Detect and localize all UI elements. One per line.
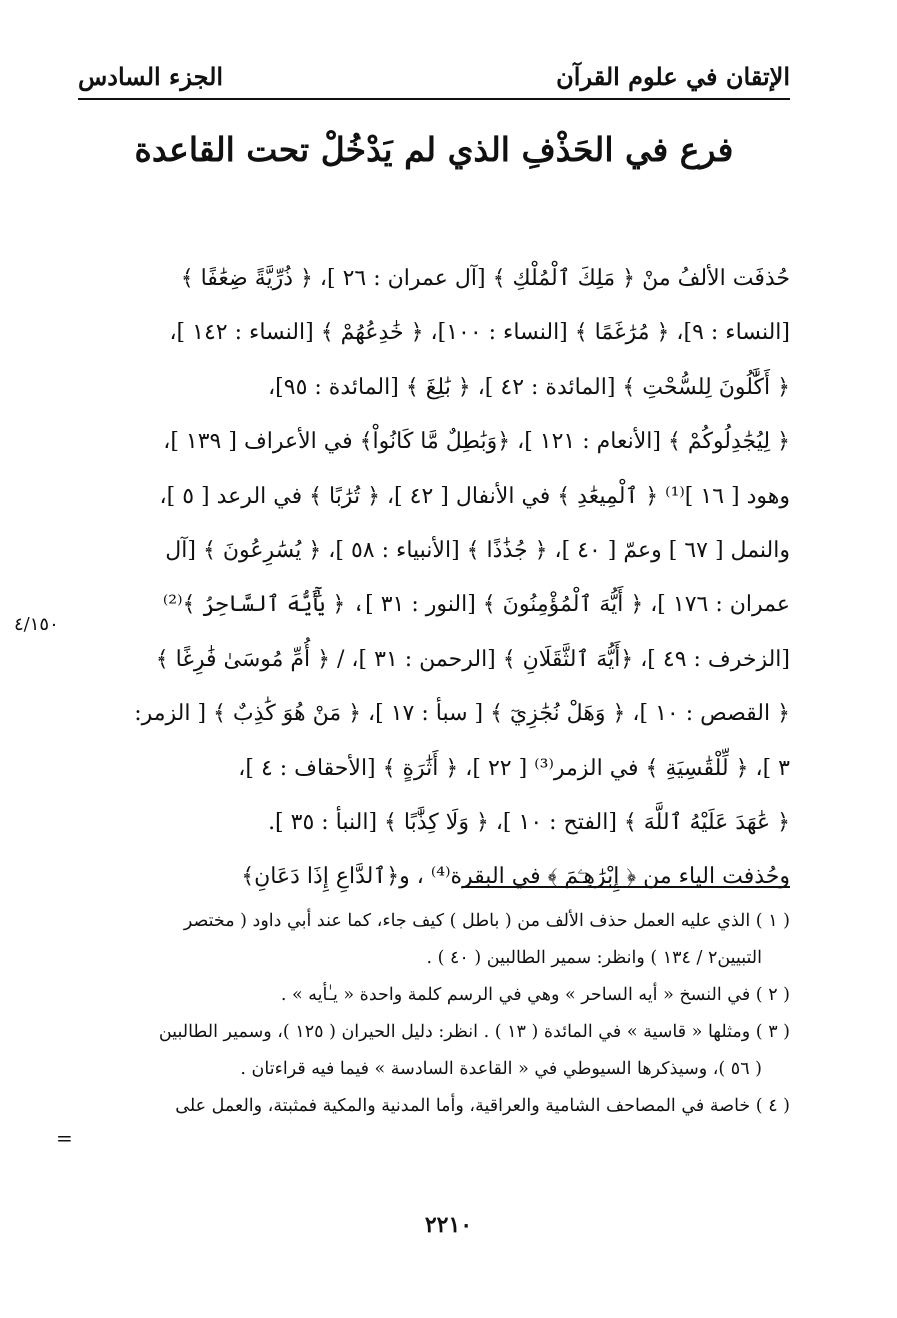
- body-line: والنمل [ ٦٧ ] وعمّ [ ٤٠ ]، ﴿ جُذَٰذًا ﴾ [الأنبياء : ٥٨ ]، ﴿ يُسَٰرِعُونَ ﴾ [آل: [165, 537, 790, 563]
- body-line: حُذفَت الألفُ منْ ﴿ مَلِكَ ٱلْمُلْكِ ﴾ [آل عمران : ٢٦ ]، ﴿ ذُرِّيَّةً ضِعَٰفًا ﴾: [180, 266, 790, 291]
- body-line: [الزخرف : ٤٩ ]، ﴿أَيُّهَ ٱلثَّقَلَانِ ﴾ [الرحمن : ٣١ ]، / ﴿ أُمِّ مُوسَىٰ فَٰرِغًا ﴾: [155, 646, 790, 672]
- footnote-line: ( ٥٦ )، وسيذكرها السيوطي في « القاعدة السادسة » فيما فيه قراءتان .: [240, 1059, 762, 1079]
- body-line: [النساء : ٩]، ﴿ مُرَٰغَمًا ﴾ [النساء : ١٠٠]، ﴿ خَٰدِعُهُمْ ﴾ [النساء : ١٤٢ ]،: [169, 320, 790, 346]
- footnote-line: ( ١ ) الذي عليه العمل حذف الألف من ( باطل ) كيف جاء، كما عند أبي داود ( مختصر: [183, 911, 790, 931]
- footnote-line: ( ٤ ) خاصة في المصاحف الشامية والعراقية، وأما المدنية والمكية فمثبتة، والعمل على: [175, 1096, 790, 1116]
- part-label: الجزء السادس: [78, 62, 224, 91]
- body-line: عمران : ١٧٦ ]، ﴿ أَيُّهَ ٱلْمُؤْمِنُونَ ﴾ [النور : ٣١ ]، ﴿ يَٰٓأَيُّهَ ٱلسَّاحِرُ ﴾⁽²⁾: [162, 592, 790, 618]
- body-line: ﴿ لِيُجَٰدِلُوكُمْ ﴾ [الأنعام : ١٢١ ]، ﴿وَبَٰطِلٌ مَّا كَانُواْ﴾ في الأعراف [ ١٣٩ ]،: [163, 429, 790, 455]
- body-line: ﴿ عَٰهَدَ عَلَيْهُ ٱللَّهَ ﴾ [الفتح : ١٠ ]، ﴿ وَلَا كِذَّٰبًا ﴾ [النبأ : ٣٥ ].: [268, 809, 790, 835]
- page-number: ٢٢١٠: [424, 1212, 473, 1238]
- book-title: الإتقان في علوم القرآن: [556, 62, 790, 91]
- header-rule: [78, 98, 790, 100]
- body-line: ﴿ أَكَّٰلُونَ لِلسُّحْتِ ﴾ [المائدة : ٤٢ ]، ﴿ بَٰلِغَ ﴾ [المائدة : ٩٥]،: [268, 374, 790, 400]
- continuation-mark: =: [56, 1126, 73, 1150]
- running-header: [78, 58, 790, 98]
- body-line: ﴿ القصص : ١٠ ]، ﴿ وَهَلْ نُجَٰزِيٓ ﴾ [ سبأ : ١٧ ]، ﴿ مَنْ هُوَ كَٰذِبٌ ﴾ [ الزمر:: [134, 701, 790, 727]
- margin-note: ٤/١٥٠: [14, 614, 59, 635]
- body-text: [78, 252, 790, 905]
- footnote-line: ( ٢ ) في النسخ « أيه الساحر » وهي في الرسم كلمة واحدة « يـٰأيه » .: [280, 985, 790, 1005]
- footnote-line: التبيين٢ / ١٣٤ ) وانظر: سمير الطالبين ( ٤٠ ) .: [426, 948, 762, 968]
- footnote-rule: [462, 886, 790, 888]
- footnote-line: ( ٣ ) ومثلها « قاسية » في المائدة ( ١٣ ) . انظر: دليل الحيران ( ١٢٥ )، وسمير الطالبين: [158, 1022, 790, 1042]
- body-line: وهود [ ١٦ ]⁽¹⁾ ﴿ ٱلْمِيعَٰدِ ﴾ في الأنفال [ ٤٢ ]، ﴿ تُرَٰبًا ﴾ في الرعد [ ٥ ]،: [159, 483, 790, 509]
- section-title: فرع في الحَذْفِ الذي لم يَدْخُلْ تحت القاعدة: [134, 130, 734, 169]
- body-line: ٣ ]، ﴿ لِّلْقَٰسِيَةِ ﴾ في الزمر⁽³⁾ [ ٢٢ ]، ﴿ أَثَٰرَةٍ ﴾ [الأحقاف : ٤ ]،: [238, 755, 790, 781]
- body-line: وحُذفت الياء من ﴿ إِبْرَٰهِـۧمَ ﴾ في البقرة⁽⁴⁾ ، و﴿ٱلدَّاعِ إِذَا دَعَانِ﴾: [241, 864, 790, 890]
- footnotes: [78, 903, 790, 1125]
